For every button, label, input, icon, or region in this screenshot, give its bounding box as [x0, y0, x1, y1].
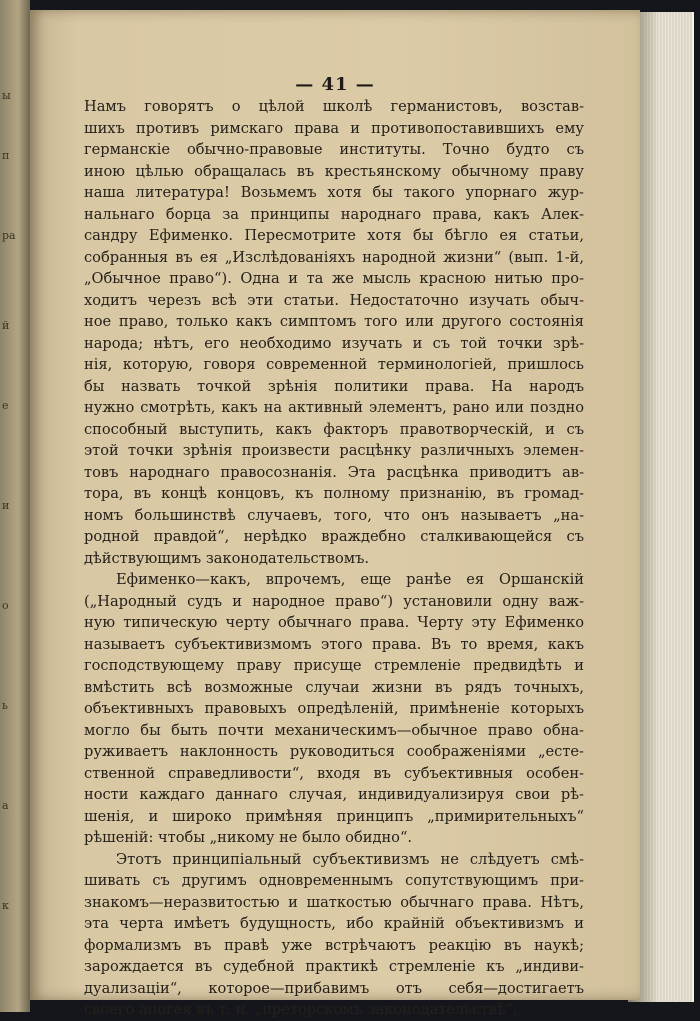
- text-line: своего апогея въ т. н. „преторскомъ законодательствѣ“,: [84, 1001, 518, 1018]
- facing-page-fragment: ра: [2, 229, 16, 242]
- text-line: ности каждаго даннаго случая, индивидуализируя свои рѣ-: [84, 786, 584, 803]
- facing-page-fragment: п: [2, 149, 10, 162]
- text-line: шенія, и широко примѣняя принципъ „примирительныхъ“: [84, 807, 584, 825]
- text-line: могло бы быть почти механическимъ—обычное право обна-: [84, 721, 584, 739]
- text-line: товъ народнаго правосознанія. Эта расцѣнка приводитъ ав-: [84, 463, 584, 481]
- text-line: господствующему праву присуще стремленіе предвидѣть и: [84, 657, 584, 674]
- text-line: шихъ противъ римскаго права и противопоставившихъ ему: [84, 119, 584, 137]
- facing-page-fragment: ь: [2, 699, 8, 712]
- text-line: германскіе обычно-правовые институты. Точно будто съ: [84, 141, 584, 158]
- text-line: формализмъ въ правѣ уже встрѣчаютъ реакцію въ наукѣ;: [84, 936, 584, 954]
- page-text: [84, 96, 584, 1021]
- paragraph: [84, 849, 584, 1021]
- text-line: нальнаго борца за принципы народнаго права, какъ Алек-: [84, 205, 584, 223]
- text-line: („Народный судъ и народное право“) установили одну важ-: [84, 592, 584, 610]
- text-line: „Обычное право“). Одна и та же мысль красною нитью про-: [84, 270, 584, 287]
- text-line: называетъ субъективизмомъ этого права. Въ то время, какъ: [84, 635, 584, 653]
- text-line: дуализаціи“, которое—прибавимъ отъ себя—достигаетъ: [84, 979, 584, 997]
- text-line: Этотъ принципіальный субъективизмъ не слѣдуетъ смѣ-: [116, 850, 584, 868]
- facing-page-fragment: о: [2, 599, 9, 612]
- text-line: номъ большинствѣ случаевъ, того, что онъ называетъ „на-: [84, 506, 584, 524]
- facing-page-fragment: ы: [2, 89, 11, 102]
- text-line: бы назвать точкой зрѣнія политики права. На народъ: [84, 377, 584, 395]
- text-line: рѣшеній: чтобы „никому не было обидно“.: [84, 829, 413, 846]
- text-line: ную типическую черту обычнаго права. Черту эту Ефименко: [84, 614, 584, 631]
- text-line: этой точки зрѣнія произвести расцѣнку различныхъ элемен-: [84, 442, 584, 459]
- facing-page-fragment: к: [2, 899, 9, 912]
- facing-page-fragment: й: [2, 319, 10, 332]
- facing-page-fragment: и: [2, 499, 10, 512]
- text-line: тора, въ концѣ концовъ, къ полному признанію, въ громад-: [84, 485, 584, 502]
- text-line: ственной справедливости“, входя въ субъективныя особен-: [84, 764, 584, 782]
- text-line: объективныхъ правовыхъ опредѣленій, примѣненіе которыхъ: [84, 700, 584, 717]
- facing-page-fragment: е: [2, 399, 9, 412]
- text-line: способный выступить, какъ факторъ правотворческій, и съ: [84, 420, 584, 438]
- paragraph: [84, 96, 584, 569]
- facing-page-fragment: а: [2, 799, 9, 812]
- text-line: собранныя въ ея „Изслѣдованіяхъ народной жизни“ (вып. 1-й,: [84, 248, 584, 266]
- text-line: сандру Ефименко. Пересмотрите хотя бы бѣгло ея статьи,: [84, 227, 584, 244]
- text-line: нія, которую, говоря современной терминологіей, пришлось: [84, 356, 584, 373]
- text-line: народа; нѣтъ, его необходимо изучать и съ той точки зрѣ-: [84, 334, 584, 352]
- text-line: Намъ говорятъ о цѣлой школѣ германистовъ, возстав-: [84, 98, 584, 115]
- page-number: — 41 —: [295, 74, 375, 95]
- paragraph: [84, 569, 584, 849]
- text-line: зарождается въ судебной практикѣ стремленіе къ „индиви-: [84, 958, 584, 975]
- text-line: ное право, только какъ симптомъ того или другого состоянія: [84, 313, 584, 330]
- text-line: руживаетъ наклонность руководиться соображеніями „есте-: [84, 743, 584, 760]
- text-line: иною цѣлью обращалась въ крестьянскому обычному праву: [84, 162, 584, 180]
- text-line: эта черта имѣетъ будущность, ибо крайній объективизмъ и: [84, 915, 584, 932]
- book-page: [30, 10, 640, 1018]
- text-line: дѣйствующимъ законодательствомъ.: [84, 549, 370, 567]
- text-line: шивать съ другимъ одновременнымъ сопутствующимъ при-: [84, 872, 584, 889]
- text-line: нужно смотрѣть, какъ на активный элементъ, рано или поздно: [84, 399, 584, 416]
- text-line: наша литература! Возьмемъ хотя бы такого упорнаго жур-: [84, 184, 584, 201]
- text-line: ходитъ черезъ всѣ эти статьи. Недостаточно изучать обыч-: [84, 291, 584, 309]
- text-line: родной правдой“, нерѣдко враждебно сталкивающейся съ: [84, 528, 584, 545]
- facing-page-edge: [0, 0, 30, 1012]
- text-line: вмѣстить всѣ возможные случаи жизни въ рядъ точныхъ,: [84, 678, 584, 696]
- text-line: знакомъ—неразвитостью и шаткостью обычнаго права. Нѣтъ,: [84, 893, 584, 911]
- text-line: Ефименко—какъ, впрочемъ, еще ранѣе ея Оршанскій: [116, 571, 584, 588]
